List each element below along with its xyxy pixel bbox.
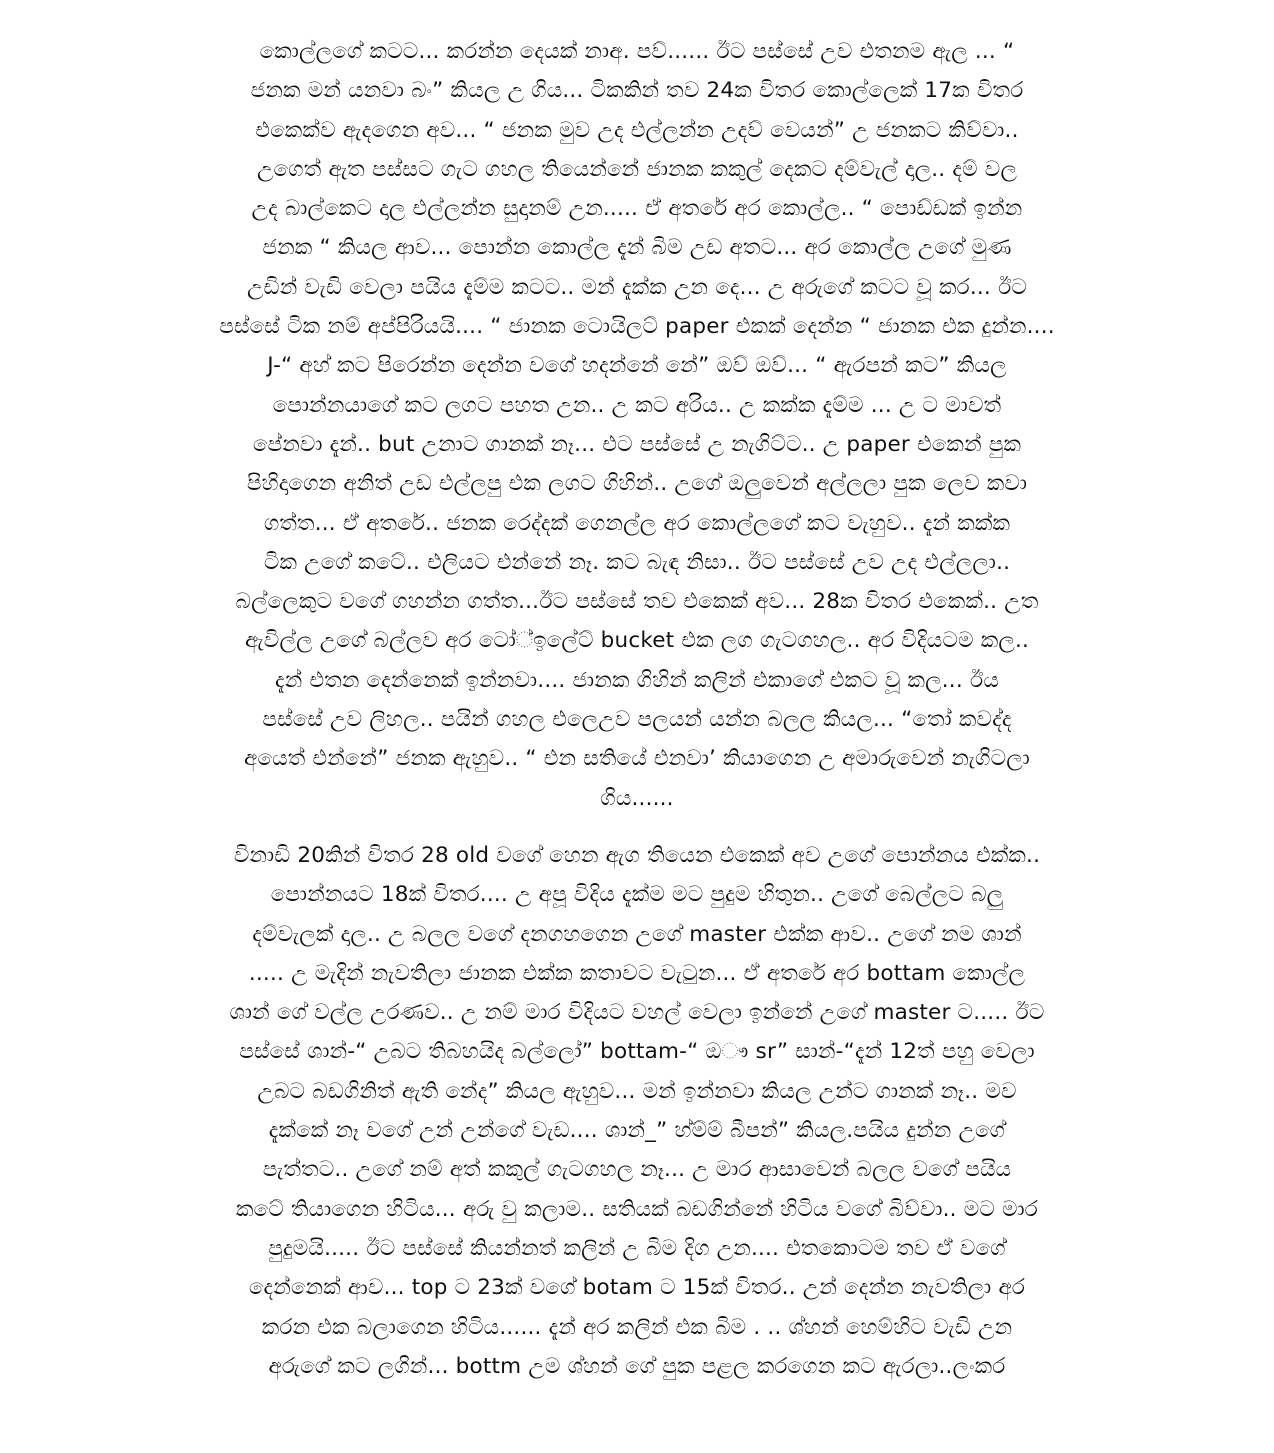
text-line: එකෙක්ව ඇදගෙන අව... “ ජනක මුව උද එල්ලන්න උදව් වෙයන්” උ ජනකට කිව්වා.. [255, 117, 1019, 143]
text-line: ගිය...... [600, 785, 674, 811]
text-line: ශාන් ගේ වල්ල උරණව.. උ නම් මාර විදියට වහල් වෙලා ඉන්නේ උගේ master ට..... ඊට [229, 1000, 1045, 1026]
text-line: පොන්නයාගේ කට ලගට පහත උන.. උ කට අරිය.. උ කක්ක දැම්ම ... උ ට මාවත් [272, 392, 1002, 418]
text-line: පුදුමයි..... ඊට පස්සේ කියන්නත් කලින් උ බිම දිග උන.... එතකොටම තව ඒ වගේ [268, 1235, 1006, 1261]
text-line: පොන්නයට 18ක් විතර.... උ අපූ විදිය දැක්ම මට පුදුම හිතුන.. උගේ බෙල්ලට බලු [270, 882, 1004, 908]
text-line: පස්සේ ටික නම් අප්පිරියයි.... “ ජානක ටොයිලට් paper එකක් දෙන්න “ ජානක එක දුන්න.... [219, 314, 1055, 340]
text-line: උඩින් වැඩි වෙලා පයිය දැම්ම කටට.. මන් දැක්ක උන දෙ... උ අරුගේ කටට වූ කර... ඊට [246, 274, 1028, 300]
paragraph-gap [150, 818, 1124, 836]
text-line: පේනවා දැන්.. but උනාට ගානක් නෑ... එට පස්සේ උ නැගිට්ට.. උ paper එකෙන් පුක [252, 431, 1022, 457]
text-line: කරන එක බලාගෙන හිටිය...... දැන් අර කලින් එක බිම . .. ශ්හන් හෙම්හිට වැඩි උන [261, 1314, 1013, 1340]
text-line: විනාඩි 20කින් විතර 28 old වගේ හෙන ඇග තියෙන එකෙක් අව උගේ පොන්නය එක්ක.. [233, 842, 1041, 868]
text-line: දෙන්නෙක් ආව... top ට 23ක් වගේ botam ට 15ක් විතර.. උන් දෙන්න නැවතිලා අර [248, 1275, 1026, 1301]
text-line: කටේ තියාගෙන හිටිය... අරු වු කලාම.. සතියක් බඩගින්නේ හිටිය වගේ බිව්වා.. මට මාර [236, 1196, 1038, 1222]
text-line: කොල්ලගේ කටට... කරන්න දෙයක් නාඅ. පව්...... ඊට පස්සේ උව එතනම ඇල ... “ [259, 39, 1015, 64]
text-line: පිහිදාගෙන අනිත් උඩ එල්ලපු එක ලගට ගිහින්.. උගේ ඔලුවෙන් අල්ලලා පුක ලෙව කවා [246, 471, 1028, 497]
text-line: පැත්තට.. උගේ නම් අත් කකුල් ගැටගහල නෑ... උ මාර ආසාවෙන් බලල වගේ පයිය [262, 1157, 1012, 1183]
paragraph-2 [150, 836, 1124, 1386]
text-line: පස්සේ ශාන්-“ උබට තිබහයිද බල්ලෝ” bottam-“ ඔෟ sr” සාන්-“දැන් 12ත් පහු වෙලා [239, 1039, 1035, 1065]
document-page [150, 32, 1124, 1386]
text-line: උගෙත් ඇත පස්සට ගැට ගහල තියෙන්නේ ජානක කකුල් දෙකට දම්වැල් දාල.. දම් වල [256, 156, 1018, 182]
text-line: අරුගේ කට ලගින්... bottm උම ශ්හන් ගේ පුක පළල කරගෙන කට ඇරලා..ලංකර [268, 1353, 1006, 1379]
paragraph-1 [150, 32, 1124, 818]
text-line: උබට බඩගිනිත් ඇති නේද” කියල ඇහුව... මන් ඉන්නවා කියල උන්ට ගානක් නෑ.. මව [257, 1078, 1017, 1104]
text-line: උද බාල්කෙට දාල එල්ලන්න සුදානම් උන..... ඒ අතරේ අර කොල්ල.. “ පොඩ්ඩක් ඉන්න [251, 196, 1023, 222]
text-line: දැක්කේ නෑ වගේ උන් උන්ගේ වැඩ.... ශාන්_” හ්ම්ම් බීපන්” කියල.පයිය දුන්න උගේ [268, 1118, 1006, 1144]
text-line: J-“ අහ් කට පිරෙන්න දෙන්න වගේ හදන්නේ නේ” ඔව් ඔව්... “ ඇරපන් කට” කියල [267, 353, 1007, 379]
text-line: බල්ලෙකුට වගේ ගහන්න ගත්ත...ඊට පස්සේ තව එකෙක් අව... 28ක විතර එකෙක්.. උත [235, 589, 1039, 615]
text-line: ගත්ත... ඒ අතරේ.. ජනක රෙද්දක් ගෙනල්ල අර කොල්ලගේ කට වැහුව.. දැන් කක්ක [263, 510, 1011, 536]
text-line: ..... උ මැදින් නැවතිලා ජානක එක්ක කතාවට වැටුන... ඒ අතරේ අර bottam කොල්ල [248, 960, 1026, 986]
text-line: දැන් එතන දෙන්නෙක් ඉන්නවා.... ජානක ගිහින් කලින් එකාගේ එකට වූ කල... ඊය [275, 667, 999, 693]
text-line: පස්සේ උව ලිහල.. පයින් ගහල එලෙඋව පලයන් යන්න බලල කියල... “තෝ කවද්ද [262, 707, 1012, 733]
text-line: ජනක මන් යනවා බං” කියල උ ගිය... ටිකකින් තව 24ක විතර කොල්ලෙක් 17ක විතර [250, 78, 1024, 104]
text-line: දම්වැලක් දාල.. උ බලල වගේ දනගහගෙන උගේ master එක්ක ආව.. උගේ නම ශාන් [252, 921, 1022, 947]
text-line: ජනක “ කියල ආව... පොන්න කොල්ල දැන් බිම උඩ අතට... අර කොල්ල උගේ මුණ [262, 235, 1012, 261]
text-line: ටික උගේ කටේ.. එලියට එන්නේ නෑ. කට බැඳ නිසා.. ඊට පස්සේ උව උද එල්ලලා.. [263, 549, 1011, 575]
text-line: අයෙත් එන්නේ” ජනක ඇහුව.. “ එන සතියේ එනවා’ කියාගෙන උ අමාරුවෙන් නැගිටලා [244, 746, 1030, 772]
text-line: ඇවිල්ල උගේ බල්ලව අර ටෝ්ඉලේට් bucket එක ලග ගැටගහල.. අර විදියටම කල.. [244, 628, 1030, 654]
